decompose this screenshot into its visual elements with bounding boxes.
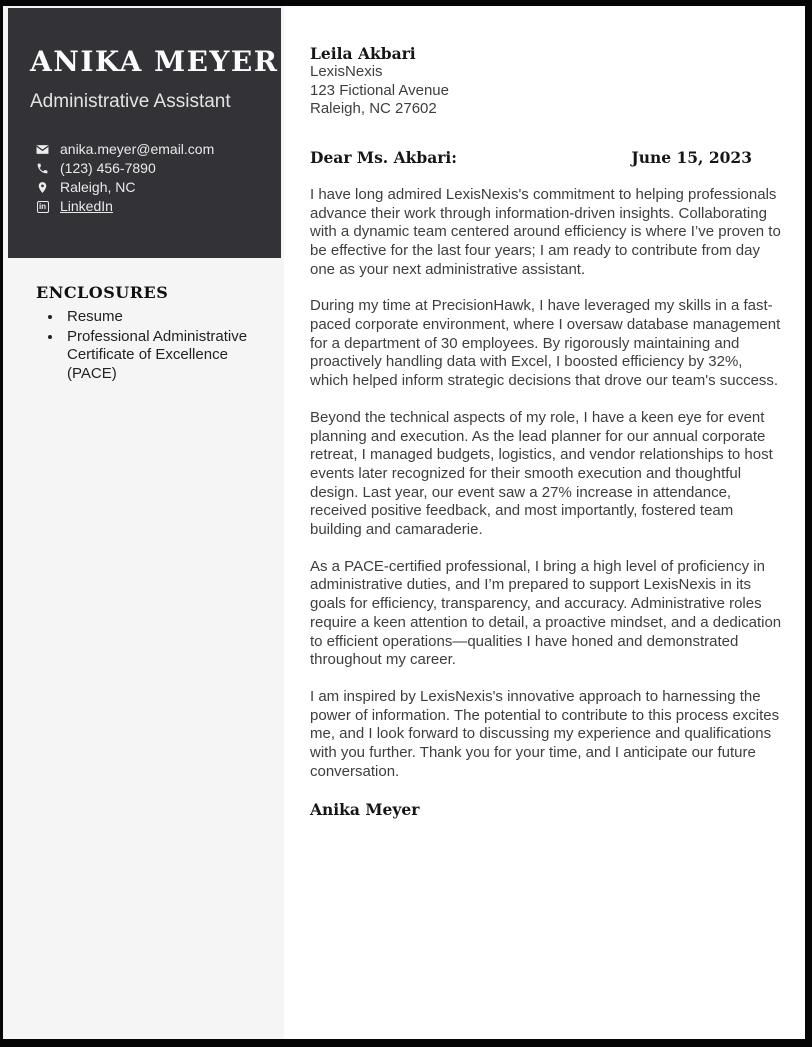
sidebar — [3, 6, 284, 1039]
enclosures-section — [3, 258, 284, 383]
contact-list — [36, 140, 269, 216]
letter-paragraph: During my time at PrecisionHawk, I have leveraged my skills in a fast-paced corporate environment, where I oversaw database management for a department of 30 employees. By rigorously maintaining and proactively handling data with Excel, I boosted efficiency by 32%, which helped inform strategic decisions that drove our team's success. — [310, 297, 781, 390]
contact-location-row — [36, 178, 269, 197]
letter-paragraph: As a PACE-certified professional, I bring a high level of proficiency in administrative duties, and I’m prepared to support LexisNexis in its goals for efficiency, transparency, and accuracy. Administrative roles require a keen attention to detail, a proactive mindset, and a dedication to efficient operations—qualities I have honed and demonstrated throughout my career. — [310, 557, 782, 669]
linkedin-link[interactable]: LinkedIn — [60, 198, 113, 214]
recipient-company: LexisNexis — [310, 63, 383, 80]
candidate-name: ANIKA MEYER — [30, 45, 279, 78]
enclosures-heading: ENCLOSURES — [36, 283, 169, 302]
letter-paragraph: Beyond the technical aspects of my role, I have a keen eye for event planning and execution. As the lead planner for our annual corporate retreat, I managed budgets, logistics, and vendor relationships to host events later recognized for their smooth execution and thoughtful design. Last year, our event saw a 27% increase in attendance, received positive feedback, and most importantly, fostered team building and camaraderie. — [310, 408, 773, 539]
contact-linkedin-row — [36, 197, 269, 216]
location-icon — [36, 181, 49, 194]
contact-email-text: anika.meyer@email.com — [60, 141, 215, 157]
salutation-row — [310, 149, 783, 168]
email-icon — [36, 143, 49, 156]
letter-body — [284, 6, 805, 1039]
cover-letter-page — [3, 6, 805, 1039]
letter-paragraph: I am inspired by LexisNexis's innovative approach to harnessing the power of information. The potential to contribute to this process excites me, and I look forward to discussing my experience and qualifications with you further. Thank you for your time, and I anticipate our future conversation. — [310, 687, 780, 780]
signature-name: Anika Meyer — [310, 799, 420, 819]
recipient-city: Raleigh, NC 27602 — [310, 100, 437, 118]
contact-location-text: Raleigh, NC — [60, 179, 136, 195]
recipient-name: Leila Akbari — [310, 44, 416, 63]
enclosures-list — [36, 308, 271, 383]
recipient-block — [310, 44, 783, 119]
enclosure-item: • Resume — [63, 308, 271, 327]
salutation: Dear Ms. Akbari: — [310, 148, 458, 168]
contact-phone-row — [36, 159, 269, 178]
letter-paragraph: I have long admired LexisNexis's commitment to helping professionals advance their work through information-driven insights. Collaborating with a dynamic team centered around efficiency is where I’ve proven to be effective for the last four years; I am ready to contribute from day one as your next administrative assistant. — [310, 185, 781, 278]
contact-phone-text: (123) 456-7890 — [60, 160, 156, 176]
contact-email-row — [36, 140, 269, 159]
phone-icon — [36, 162, 49, 175]
recipient-street: 123 Fictional Avenue — [310, 81, 449, 99]
enclosure-item: • Professional Administrative Certificate of Excellence (PACE) — [63, 328, 271, 384]
letter-date: June 15, 2023 — [631, 148, 752, 168]
sidebar-header — [8, 8, 281, 258]
candidate-job-title: Administrative Assistant — [30, 91, 231, 112]
linkedin-icon: in — [36, 200, 49, 213]
